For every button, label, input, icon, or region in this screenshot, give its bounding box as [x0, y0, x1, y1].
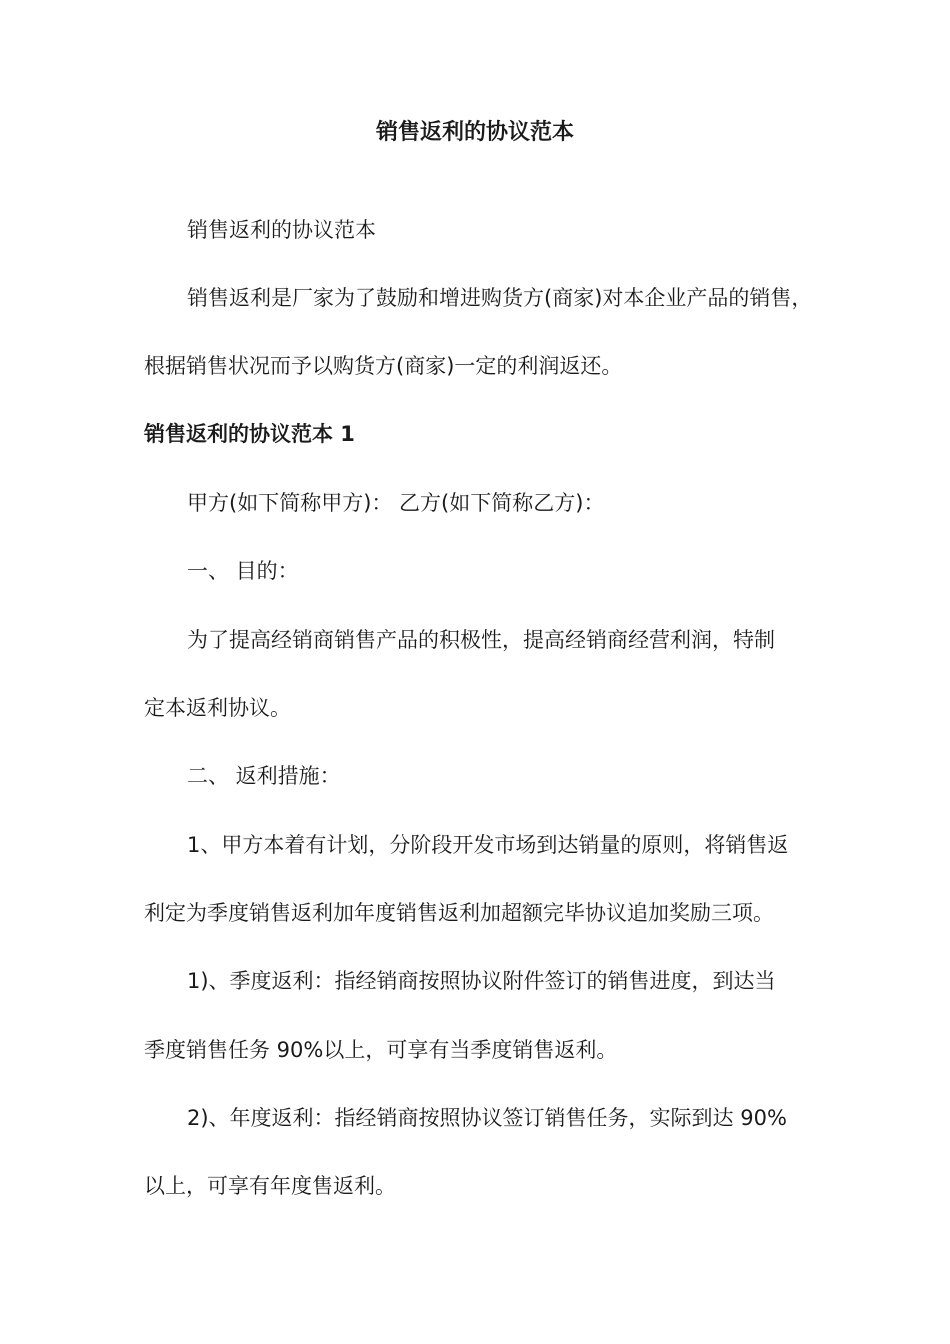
- item1-heading: 一、 目的：: [187, 559, 299, 583]
- parties-line: 甲方(如下简称甲方)： 乙方(如下简称乙方)：: [187, 491, 605, 515]
- clause3-line-2: 以上，可享有年度售返利。: [144, 1174, 396, 1198]
- item1-line-1: 为了提高经销商销售产品的积极性，提高经销商经营利润，特制: [187, 628, 775, 652]
- item2-heading: 二、 返利措施：: [187, 764, 341, 788]
- document-title: 销售返利的协议范本: [375, 120, 574, 145]
- clause2-line-1: 1)、季度返利：指经销商按照协议附件签订的销售进度，到达当: [187, 969, 776, 993]
- clause2-line-2: 季度销售任务 90%以上，可享有当季度销售返利。: [144, 1038, 618, 1062]
- clause1-line-1: 1、甲方本着有计划，分阶段开发市场到达销量的原则，将销售返: [187, 833, 789, 857]
- clause1-line-2: 利定为季度销售返利加年度销售返利加超额完毕协议追加奖励三项。: [144, 901, 774, 925]
- intro-line-2: 根据销售状况而予以购货方(商家)一定的利润返还。: [144, 354, 623, 378]
- section-heading: 销售返利的协议范本 1: [144, 422, 355, 446]
- item1-line-2: 定本返利协议。: [144, 696, 291, 720]
- intro-line-1: 销售返利是厂家为了鼓励和增进购货方(商家)对本企业产品的销售，: [187, 286, 813, 310]
- clause3-line-1: 2)、年度返利：指经销商按照协议签订销售任务，实际到达 90%: [187, 1106, 787, 1130]
- document-subtitle: 销售返利的协议范本: [187, 218, 376, 242]
